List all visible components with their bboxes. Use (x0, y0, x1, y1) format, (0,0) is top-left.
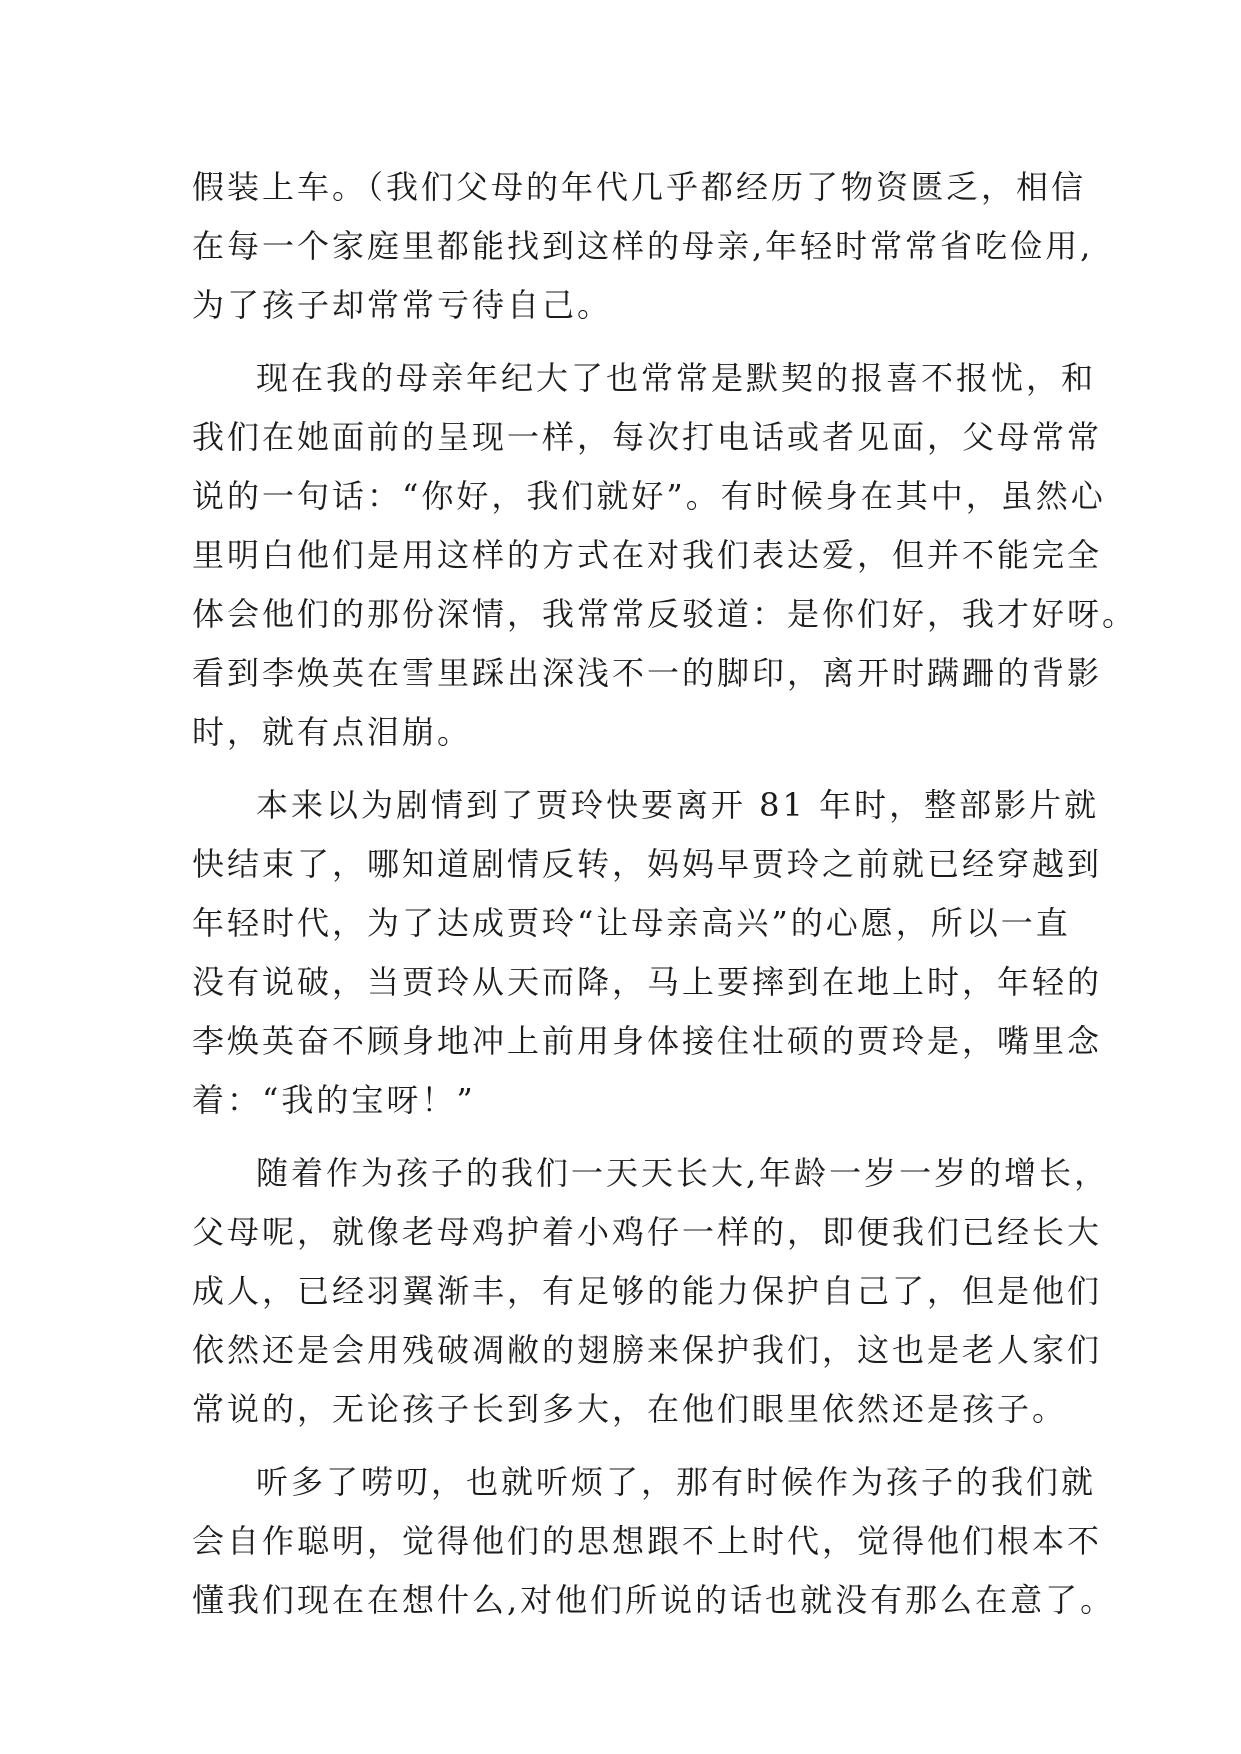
text-line: 会自作聪明，觉得他们的思想跟不上时代，觉得他们根本不 (192, 1522, 1103, 1560)
text-line: 里明白他们是用这样的方式在对我们表达爱，但并不能完全 (192, 536, 1103, 574)
text-line: 年轻时代，为了达成贾玲“让母亲高兴”的心愿，所以一直 (192, 904, 1071, 942)
text-line: 依然还是会用残破凋敝的翅膀来保护我们，这也是老人家们 (192, 1331, 1103, 1369)
text-line: 没有说破，当贾玲从天而降，马上要摔到在地上时，年轻的 (192, 963, 1103, 1001)
text-line: 说的一句话：“你好，我们就好”。有时候身在其中，虽然心 (192, 477, 1106, 515)
text-line: 假装上车。（我们父母的年代几乎都经历了物资匮乏，相信 (192, 168, 1087, 206)
text-line: 快结束了，哪知道剧情反转，妈妈早贾玲之前就已经穿越到 (192, 845, 1103, 883)
text-line: 着：“我的宝呀！” (192, 1081, 476, 1119)
document-body (192, 158, 1138, 1630)
text-line: 看到李焕英在雪里踩出深浅不一的脚印，离开时蹒跚的背影 (192, 654, 1103, 692)
text-line: 时，就有点泪崩。 (192, 713, 473, 751)
paragraph-first-line: 听多了唠叨，也就听烦了，那有时候作为孩子的我们就 (256, 1463, 1097, 1501)
text-line: 父母呢，就像老母鸡护着小鸡仔一样的，即便我们已经长大 (192, 1213, 1103, 1251)
text-line: 在每一个家庭里都能找到这样的母亲,年轻时常常省吃俭用, (192, 227, 1094, 265)
text-line: 为了孩子却常常亏待自己。 (192, 286, 613, 324)
text-line: 我们在她面前的呈现一样，每次打电话或者见面，父母常常 (192, 418, 1103, 456)
text-line: 懂我们现在在想什么,对他们所说的话也就没有那么在意了。 (192, 1581, 1116, 1619)
paragraph-first-line: 随着作为孩子的我们一天天长大,年龄一岁一岁的增长， (256, 1154, 1110, 1192)
text-line: 体会他们的那份深情，我常常反驳道：是你们好，我才好呀。 (192, 595, 1138, 633)
text-line: 成人，已经羽翼渐丰，有足够的能力保护自己了，但是他们 (192, 1272, 1103, 1310)
text-line: 常说的，无论孩子长到多大，在他们眼里依然还是孩子。 (192, 1390, 1068, 1428)
paragraph-first-line: 本来以为剧情到了贾玲快要离开 81 年时，整部影片就 (256, 786, 1100, 824)
paragraph-first-line: 现在我的母亲年纪大了也常常是默契的报喜不报忧，和 (256, 359, 1097, 397)
text-line: 李焕英奋不顾身地冲上前用身体接住壮硕的贾玲是，嘴里念 (192, 1022, 1103, 1060)
